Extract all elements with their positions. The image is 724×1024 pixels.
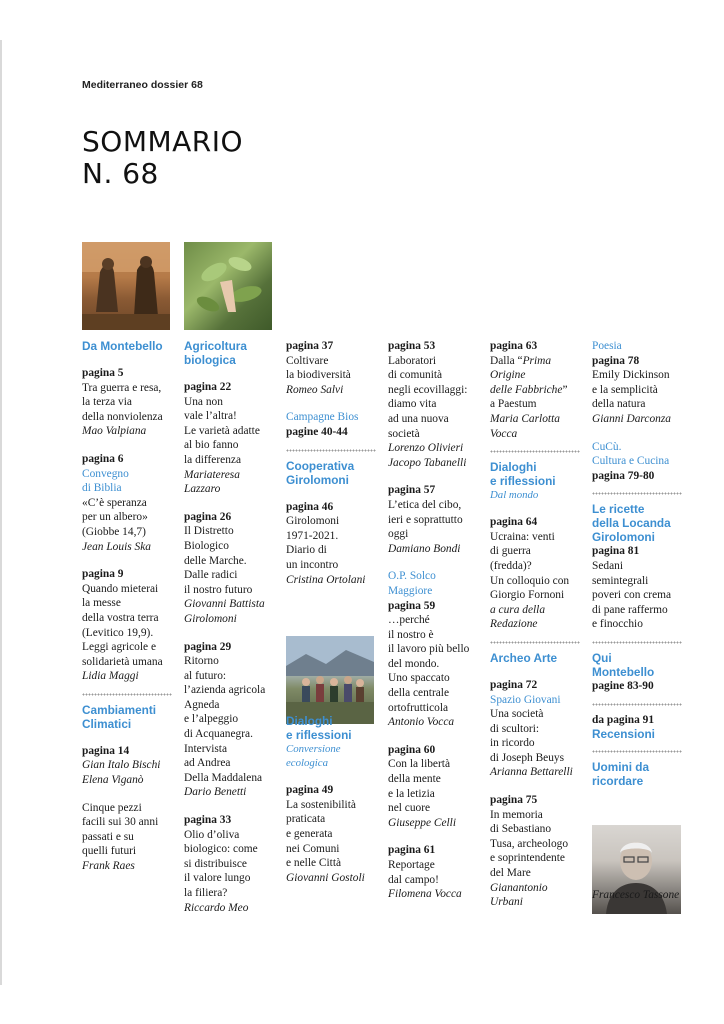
page-edge-line: [0, 40, 2, 985]
entry-line: Ritorno: [184, 655, 219, 668]
entry-pagina-60: [388, 743, 480, 831]
entry-pagina-29: [184, 640, 276, 801]
entry-author: Romeo Salvi: [286, 383, 344, 396]
section-title-line: Girolomoni: [592, 530, 655, 545]
entry-line: Origine: [490, 369, 526, 382]
entry-line: di Acquanegra.: [184, 728, 253, 741]
entry-author: Redazione: [490, 618, 538, 631]
entry-line: e la semplicità: [592, 383, 658, 396]
entry-line: il lavoro più bello: [388, 643, 470, 656]
entry-cinque-pezzi: [82, 801, 174, 874]
entry-author: Mao Valpiana: [82, 425, 147, 438]
section-dialoghi-e-riflessioni: [490, 460, 582, 488]
entry-author: a cura della: [490, 603, 546, 616]
entry-line: Dalle radici: [184, 569, 238, 582]
entry-author: Gianni Darconza: [592, 412, 671, 425]
entry-line: di pane raffermo: [592, 603, 668, 616]
section-title-line: Girolomoni: [286, 472, 349, 487]
column-4: [388, 339, 480, 902]
entry-line: Uno spaccato: [388, 672, 450, 685]
section-title-line: della Locanda: [592, 516, 671, 531]
entry-line: Leggi agricole e: [82, 641, 157, 654]
entry-line: della mente: [388, 773, 441, 786]
section-ricette-locanda: [592, 502, 684, 544]
entry-line: società: [388, 427, 420, 440]
entry-author: Lazzaro: [184, 483, 221, 496]
entry-line: facili sui 30 anni: [82, 816, 159, 829]
entry-line: la biodiversità: [286, 369, 351, 382]
entry-pagina-57: [388, 483, 480, 556]
section-title-line: e riflessioni: [490, 474, 556, 489]
entry-line: Olio d’oliva: [184, 828, 240, 841]
entry-line: nei Comuni: [286, 842, 340, 855]
entry-line: Con la libertà: [388, 758, 450, 771]
entry-line: Le varietà adatte: [184, 424, 260, 437]
entry-author: Vocca: [490, 427, 518, 440]
page-number: pagina 14: [82, 744, 130, 757]
entry-line: praticata: [286, 813, 326, 826]
entry-line: a Paestum: [490, 398, 537, 411]
entry-pagina-59: [388, 599, 480, 730]
entry-line: Cinque pezzi: [82, 801, 142, 814]
page-number: pagina 49: [286, 784, 334, 797]
entry-line: Una società: [490, 708, 544, 721]
column-5: [490, 339, 582, 910]
entry-line: [490, 383, 582, 398]
section-title-line: Le ricette: [592, 502, 645, 517]
entry-line: al bio fanno: [184, 439, 239, 452]
entry-pagina-64: [490, 515, 582, 632]
entry-author: Jacopo Tabanelli: [388, 456, 467, 469]
entry-line: di guerra: [490, 545, 531, 558]
entry-line: al futuro:: [184, 669, 227, 682]
dotted-divider: [592, 750, 682, 753]
entry-line: la filiera?: [184, 887, 228, 899]
page-number: pagina 57: [388, 484, 436, 497]
entry-line: Girolomoni: [286, 515, 340, 528]
entry-line: in ricordo: [490, 737, 535, 750]
dotted-divider: [490, 450, 580, 453]
entry-line: e nelle Città: [286, 857, 342, 870]
entry-line: Ucraina: venti: [490, 530, 555, 543]
entry-author: Gianantonio: [490, 881, 548, 894]
section-recensioni: Recensioni: [592, 727, 655, 742]
subsection-cucu: Cultura e Cucina: [592, 455, 670, 468]
entry-pagina-37: [286, 339, 378, 397]
dotted-divider: [490, 641, 580, 644]
entry-line: Il Distretto: [184, 525, 234, 538]
page-number: pagina 26: [184, 510, 232, 523]
section-subtitle: ecologica: [286, 757, 328, 770]
page-number: pagina 37: [286, 340, 334, 352]
entry-author: Dario Benetti: [184, 786, 247, 799]
section-title-line: Climatici: [82, 716, 132, 731]
page-number: pagine 83-90: [592, 679, 654, 692]
section-title-line: ricordare: [592, 774, 644, 789]
entry-author: Giovanni Battista: [184, 598, 265, 611]
entry-line: della natura: [592, 398, 646, 411]
entry-line: ad Andrea: [184, 757, 231, 770]
section-title-line: Uomini da: [592, 760, 650, 775]
page-number: pagina 46: [286, 500, 334, 513]
entry-author: Lidia Maggi: [82, 670, 139, 683]
entry-line: di comunità: [388, 369, 443, 382]
entry-pagina-81: [592, 544, 684, 632]
page-number: pagina 79-80: [592, 469, 655, 482]
entry-pagina-6: [82, 452, 174, 554]
entry-pagina-61: [388, 843, 480, 901]
subsection-op-solco: Maggiore: [388, 584, 433, 597]
entry-line: di scultori:: [490, 722, 540, 735]
entry-line: si distribuisce: [184, 857, 247, 870]
entry-line: biologico: come: [184, 843, 258, 856]
page-number: pagina 33: [184, 814, 232, 827]
page-number: pagina 60: [388, 743, 436, 756]
entry-line: (fredda)?: [490, 559, 532, 572]
entry-pagina-26: [184, 510, 276, 627]
section-uomini-da-ricordare: [592, 760, 684, 788]
entry-author: Urbani: [490, 896, 523, 909]
dotted-divider: [592, 492, 682, 495]
entry-author: Frank Raes: [82, 860, 135, 873]
dotted-divider: [592, 641, 682, 644]
entry-line: Sedani: [592, 559, 624, 572]
entry-line: Tusa, archeologo: [490, 837, 569, 850]
entry-line: Biologico: [184, 539, 229, 552]
entry-line: l’azienda agricola: [184, 684, 266, 697]
entry-line: Della Maddalena: [184, 771, 263, 784]
entry-line: ortofrutticola: [388, 701, 449, 714]
entry-line: la terza via: [82, 396, 132, 409]
subsection-cucu: CuCù.: [592, 440, 622, 453]
section-title-line: e riflessioni: [286, 728, 352, 743]
section-cooperativa-girolomoni: [286, 459, 378, 487]
entry-line: delle Marche.: [184, 554, 247, 567]
section-subtitle: Dal mondo: [490, 489, 539, 502]
entry-author: Giovanni Gostoli: [286, 871, 365, 884]
entry-pagina-14: [82, 744, 174, 788]
entry-line: e la letizia: [388, 787, 435, 800]
entry-author: Giuseppe Celli: [388, 816, 457, 829]
entry-author: Filomena Vocca: [388, 888, 462, 901]
entry-line: In memoria: [490, 808, 543, 821]
entry-line: Reportage: [388, 859, 435, 871]
entry-author: Gian Italo Bischi: [82, 759, 161, 772]
entry-line: nel cuore: [388, 802, 431, 815]
entry-author: Cristina Ortolani: [286, 573, 366, 586]
entry-pagina-9: [82, 567, 174, 684]
entry-pagina-49: [286, 783, 378, 885]
page-number: pagina 61: [388, 844, 436, 857]
page-number: pagina 29: [184, 640, 232, 653]
entry-line: «C’è speranza: [82, 496, 147, 509]
entry-line: La sostenibilità: [286, 798, 356, 811]
entry-line: della nonviolenza: [82, 410, 163, 423]
entry-line: del Mare: [490, 867, 531, 880]
text-fragment-italic: delle Fabbriche: [490, 383, 563, 396]
entry-line: il nostro futuro: [184, 583, 253, 596]
entry-line: (Giobbe 14,7): [82, 525, 146, 538]
magazine-header: Mediterraneo dossier 68: [82, 79, 203, 91]
entry-line: passati e su: [82, 830, 134, 843]
entry-subsection: Spazio Giovani: [490, 693, 561, 706]
entry-line: della centrale: [388, 687, 450, 700]
text-fragment-italic: Prima: [522, 354, 552, 367]
entry-author: Arianna Bettarelli: [490, 766, 573, 779]
entry-line: negli ecovillaggi:: [388, 383, 468, 396]
dotted-divider: [286, 449, 376, 452]
section-title-line: Cambiamenti: [82, 702, 157, 717]
entry-author: Damiano Bondi: [388, 542, 461, 555]
entry-line: e l’alpeggio: [184, 713, 239, 726]
entry-subsection: di Biblia: [82, 482, 122, 495]
entry-line: per un albero»: [82, 511, 148, 524]
column-1: [82, 339, 174, 874]
page-number: pagina 59: [388, 599, 436, 612]
entry-line: Una non: [184, 395, 223, 408]
entry-line: vale l’altra!: [184, 410, 237, 423]
section-dialoghi-e-riflessioni: [286, 714, 378, 742]
entry-line: L’etica del cibo,: [388, 498, 462, 511]
section-agricoltura-biologica: [184, 339, 276, 367]
entry-line: la differenza: [184, 453, 242, 466]
campagne-bios-pages: pagine 40-44: [286, 425, 348, 438]
entry-pagina-46: [286, 500, 378, 588]
entry-line: la messe: [82, 597, 121, 610]
subsection-op-solco: O.P. Solco: [388, 570, 436, 583]
entry-author: Antonio Vocca: [388, 716, 455, 729]
page-number: pagina 5: [82, 367, 124, 379]
photo-caption: Francesco Tassone: [592, 889, 680, 902]
entry-line: Giorgio Fornoni: [490, 589, 565, 602]
painting-photo-farmers: [82, 242, 170, 330]
entry-line: Coltivare: [286, 354, 329, 367]
entry-line: di Sebastiano: [490, 823, 552, 836]
entry-line: Tra guerra e resa,: [82, 381, 162, 394]
entry-author: Mariateresa: [184, 468, 240, 481]
entry-line: del mondo.: [388, 657, 440, 670]
section-title-line: biologica: [184, 353, 236, 367]
page-number: pagina 63: [490, 340, 538, 352]
section-title-line: Montebello: [592, 664, 655, 679]
entry-author: Jean Louis Ska: [82, 540, 151, 553]
entry-pagina-22: [184, 380, 276, 497]
entry-line: ad una nuova: [388, 412, 449, 425]
entry-line: quelli futuri: [82, 845, 137, 858]
page-number: pagina 72: [490, 678, 538, 691]
campagne-bios-label: Campagne Bios: [286, 411, 359, 424]
entry-pagina-53: [388, 339, 480, 470]
section-title-line: Dialoghi: [490, 460, 537, 475]
entry-line: 1971-2021.: [286, 529, 339, 542]
entry-line: Agneda: [184, 698, 220, 711]
title-line-1: SOMMARIO: [82, 125, 244, 158]
page-number: pagina 53: [388, 340, 436, 352]
entry-line: il nostro è: [388, 628, 434, 641]
section-subtitle: Conversione: [286, 743, 341, 756]
entry-line: e generata: [286, 827, 333, 840]
dotted-divider: [592, 703, 682, 706]
page-number: pagina 22: [184, 381, 232, 393]
entry-subsection: Convegno: [82, 467, 129, 480]
entry-line: di Joseph Beuys: [490, 751, 565, 764]
page-number: pagina 75: [490, 794, 538, 807]
entry-line: diamo vita: [388, 398, 437, 411]
entry-line: Un colloquio con: [490, 574, 570, 587]
column-3: [286, 339, 378, 885]
column-2: [184, 339, 276, 915]
section-qui-montebello: [592, 651, 684, 679]
title-line-2: N. 68: [82, 157, 159, 190]
page-number: pagina 64: [490, 516, 538, 529]
entry-author: Girolomoni: [184, 612, 237, 625]
page-number: pagina 9: [82, 568, 124, 581]
entry-pagina-63: [490, 339, 582, 441]
section-cambiamenti-climatici: [82, 703, 174, 731]
entry-author: Elena Viganò: [82, 774, 144, 787]
page-title: [82, 126, 243, 190]
entry-line: Quando mieterai: [82, 582, 159, 595]
entry-line: …perché: [388, 614, 430, 627]
entry-line: solidarietà umana: [82, 655, 163, 668]
entry-author: Lorenzo Olivieri: [388, 442, 464, 455]
entry-line: dal campo!: [388, 873, 439, 886]
entry-line: Intervista: [184, 742, 228, 755]
section-title-line: Agricoltura: [184, 339, 247, 353]
entry-line: un incontro: [286, 558, 339, 571]
entry-line: e soprintendente: [490, 852, 565, 865]
entry-line: poveri con crema: [592, 589, 672, 602]
subsection-poesia: Poesia: [592, 340, 622, 352]
entry-author: Riccardo Meo: [184, 901, 249, 914]
dotted-divider: [82, 693, 172, 696]
entry-pagina-5: [82, 366, 174, 439]
entry-pagina-72: [490, 678, 582, 780]
entry-author: Maria Carlotta: [490, 412, 560, 425]
text-fragment: ”: [562, 383, 568, 396]
page-number: da pagina 91: [592, 713, 655, 726]
entry-line: Diario di: [286, 544, 327, 557]
entry-line: ieri e soprattutto: [388, 513, 463, 526]
text-fragment: Dalla “: [490, 354, 523, 367]
entry-line: (Levitico 19,9).: [82, 626, 154, 639]
entry-line: semintegrali: [592, 574, 649, 587]
entry-line: e finocchio: [592, 618, 643, 631]
entry-line: della vostra terra: [82, 611, 159, 624]
section-title-line: Cooperativa: [286, 458, 355, 473]
entry-line: [490, 354, 582, 369]
page-number: pagina 81: [592, 545, 640, 558]
page-number: pagina 6: [82, 452, 124, 465]
entry-pagina-78: [592, 354, 684, 427]
entry-line: oggi: [388, 528, 409, 541]
column-6: [592, 339, 684, 903]
entry-pagina-75: [490, 793, 582, 910]
entry-pagina-33: [184, 813, 276, 915]
section-archeo-arte: Archeo Arte: [490, 650, 558, 665]
entry-line: Laboratori: [388, 354, 437, 367]
page-number: pagina 78: [592, 354, 640, 367]
plant-hand-photo: [184, 242, 272, 330]
section-title-line: Qui: [592, 650, 612, 665]
section-title-line: Dialoghi: [286, 714, 333, 729]
entry-line: il valore lungo: [184, 872, 251, 885]
entry-line: Emily Dickinson: [592, 369, 670, 382]
section-da-montebello: Da Montebello: [82, 339, 163, 353]
